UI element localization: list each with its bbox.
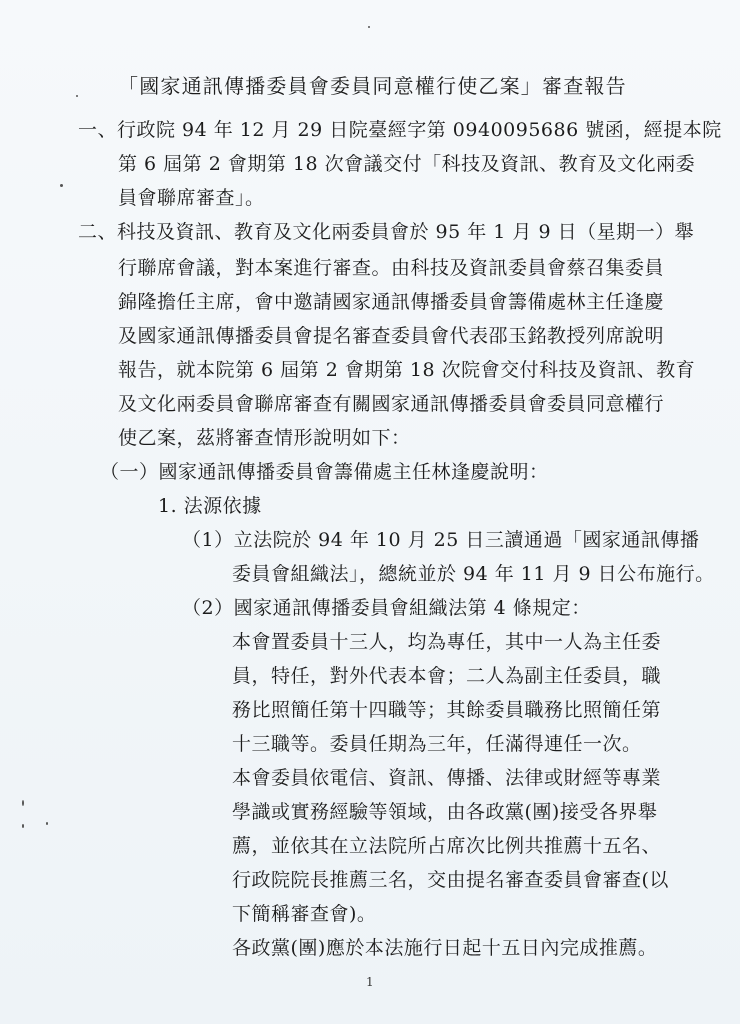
point-2-para-2-line-4: 行政院院長推薦三名，交由提名審查委員會審查(以 — [232, 869, 669, 891]
scan-speck — [368, 26, 370, 28]
point-2-para-1-line-3: 務比照簡任第十四職等；其餘委員職務比照簡任第 — [232, 699, 662, 721]
point-1-line-2: 委員會組織法」，總統並於 94 年 11 月 9 日公布施行。 — [232, 563, 715, 585]
point-2-para-3-line-1: 各政黨(團)應於本法施行日起十五日內完成推薦。 — [232, 937, 658, 959]
point-2-para-2-line-2: 學識或實務經驗等領域，由各政黨(團)接受各界舉 — [232, 801, 658, 823]
point-2-para-2-line-5: 下簡稱審查會)。 — [232, 903, 377, 925]
section-2-line-6: 及文化兩委員會聯席審查有關國家通訊傳播委員會委員同意權行 — [118, 393, 665, 415]
point-2-para-1-line-4: 十三職等。委員任期為三年，任滿得連任一次。 — [232, 733, 642, 755]
report-title: 「國家通訊傳播委員會委員同意權行使乙案」審查報告 — [118, 74, 627, 98]
section-1-line-1: 一、行政院 94 年 12 月 29 日院臺經字第 0940095686 號函，經提本院 — [78, 119, 722, 141]
point-2-para-1-line-2: 員，特任，對外代表本會；二人為副主任委員，職 — [232, 665, 662, 687]
scan-speck — [46, 822, 48, 825]
section-1-line-3: 員會聯席審查」。 — [118, 187, 265, 209]
section-2-line-5: 報告，就本院第 6 屆第 2 會期第 18 次院會交付科技及資訊、教育 — [118, 359, 696, 381]
section-2-line-2: 行聯席會議，對本案進行審查。由科技及資訊委員會蔡召集委員 — [118, 257, 665, 279]
section-2-line-4: 及國家通訊傳播委員會提名審查委員會代表邵玉銘教授列席說明 — [118, 325, 665, 347]
page-number: 1 — [366, 975, 374, 989]
scan-speck — [22, 824, 24, 828]
scan-speck — [60, 184, 63, 187]
section-2-line-7: 使乙案，茲將審查情形說明如下： — [118, 427, 411, 449]
section-1-line-2: 第 6 屆第 2 會期第 18 次會議交付「科技及資訊、教育及文化兩委 — [118, 153, 696, 175]
item-1-heading: 1. 法源依據 — [158, 495, 262, 517]
point-2-heading: （2）國家通訊傳播委員會組織法第 4 條規定： — [182, 597, 591, 619]
point-2-para-2-line-3: 薦，並依其在立法院所占席次比例共推薦十五名、 — [232, 835, 662, 857]
point-2-para-1-line-1: 本會置委員十三人，均為專任，其中一人為主任委 — [232, 631, 662, 653]
section-2-line-1: 二、科技及資訊、教育及文化兩委員會於 95 年 1 月 9 日（星期一）舉 — [78, 221, 695, 243]
point-1-line-1: （1）立法院於 94 年 10 月 25 日三讀通過「國家通訊傳播 — [182, 529, 700, 551]
scan-speck — [22, 800, 24, 806]
section-2-line-3: 錦隆擔任主席，會中邀請國家通訊傳播委員會籌備處林主任逢慶 — [118, 291, 665, 313]
point-2-para-2-line-1: 本會委員依電信、資訊、傳播、法律或財經等專業 — [232, 767, 662, 789]
subsection-1-heading: （一）國家通訊傳播委員會籌備處主任林逢慶說明： — [100, 461, 549, 483]
scan-speck — [76, 95, 78, 97]
